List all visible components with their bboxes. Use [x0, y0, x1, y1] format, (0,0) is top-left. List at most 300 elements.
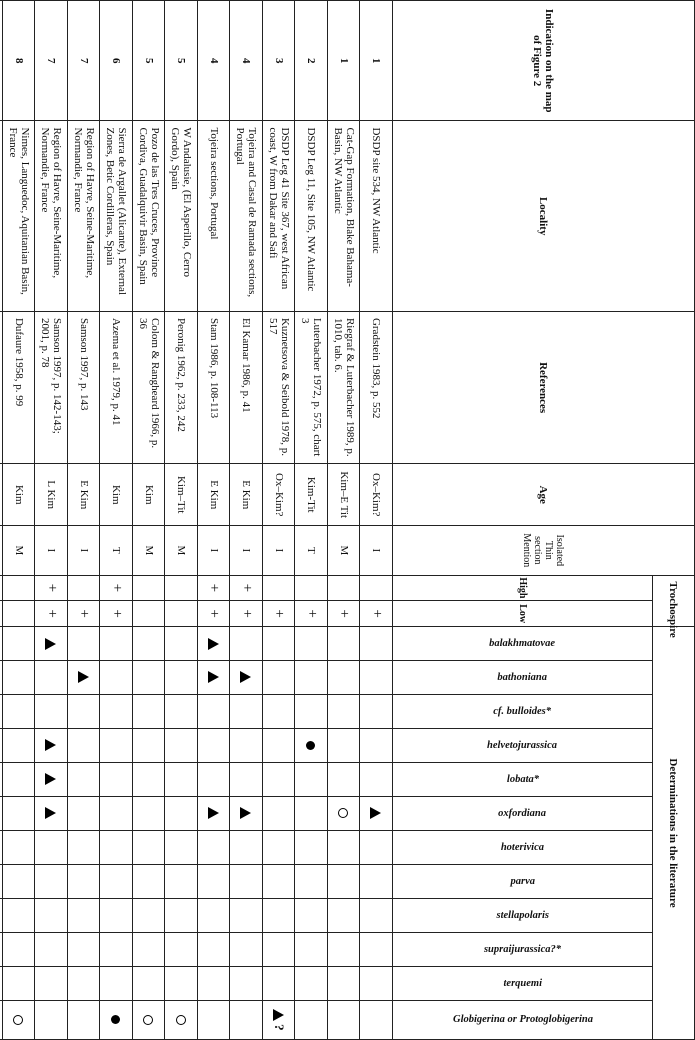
- cell-high: [3, 575, 36, 601]
- cell-low: +: [198, 601, 231, 627]
- cell-mark: [328, 728, 361, 762]
- cell-ref: Stam 1986, p. 108-113: [198, 311, 231, 463]
- cell-mark: [165, 830, 198, 864]
- cell-map: 7: [68, 1, 101, 121]
- filled-triangle-icon: [45, 739, 56, 751]
- cell-high: +: [198, 575, 231, 601]
- table-row: [68, 1, 101, 1040]
- species-label: supraijurassica?*: [483, 943, 562, 955]
- cell-mark: [295, 694, 328, 728]
- cell-mark: [68, 898, 101, 932]
- header-locality: Locality: [393, 121, 695, 311]
- cell-mark: [198, 796, 231, 830]
- cell-mark: [198, 898, 231, 932]
- cell-mark: [165, 661, 198, 695]
- cell-mark: [3, 864, 36, 898]
- cell-mark: [100, 627, 133, 661]
- cell-mark: [230, 796, 263, 830]
- species-label: hoterivica: [500, 841, 545, 853]
- cell-mark: [295, 864, 328, 898]
- header-age: Age: [393, 464, 695, 526]
- cell-mark: [360, 694, 393, 728]
- cell-mark: [360, 627, 393, 661]
- header-low: Low: [393, 601, 653, 627]
- cell-mark: [3, 932, 36, 966]
- species-label: Globigerina or Protoglobigerina: [452, 1014, 593, 1026]
- table-row: [295, 1, 328, 1040]
- filled-triangle-icon: [45, 807, 56, 819]
- cell-mark: [165, 864, 198, 898]
- table-row: [35, 1, 68, 1040]
- cell-mark: [360, 864, 393, 898]
- cell-mark: [263, 898, 296, 932]
- header-species: [393, 694, 653, 728]
- species-label: balakhmatovae: [489, 638, 556, 650]
- cell-mark: [230, 830, 263, 864]
- cell-mark: [3, 627, 36, 661]
- cell-map: 6: [100, 1, 133, 121]
- cell-mark: [0, 762, 3, 796]
- cell-low: +: [230, 601, 263, 627]
- cell-mark: [198, 694, 231, 728]
- header-map: Indication on the map of Figure 2: [393, 1, 695, 121]
- table-row: [165, 1, 198, 1040]
- cell-age: L Kim: [35, 464, 68, 526]
- cell-mention: I: [35, 526, 68, 575]
- triangle-question-icon: ?: [271, 1009, 287, 1031]
- cell-mark: [230, 694, 263, 728]
- cell-mark: [100, 661, 133, 695]
- cell-ref: Colom & Rangheard 1966, p. 36: [133, 311, 166, 463]
- cell-map: 2: [295, 1, 328, 121]
- cell-mark: [35, 796, 68, 830]
- cell-mark: [0, 966, 3, 1000]
- cell-mark: [35, 694, 68, 728]
- cell-mark: [263, 932, 296, 966]
- header-references: References: [393, 311, 695, 463]
- cell-mark: [133, 728, 166, 762]
- cell-mention: M: [165, 526, 198, 575]
- cell-high: [263, 575, 296, 601]
- cell-locality: [0, 121, 3, 311]
- cell-ref: Riegraf & Luterbacher 1989, p. 1010, tab. 6.: [328, 311, 361, 463]
- cell-mark: [328, 898, 361, 932]
- filled-triangle-icon: [78, 671, 89, 683]
- table-row: [263, 1, 296, 1040]
- cell-mark: [165, 796, 198, 830]
- cell-mark: [295, 627, 328, 661]
- filled-triangle-icon: [240, 671, 251, 683]
- cell-mark: [68, 661, 101, 695]
- cell-mark: [100, 762, 133, 796]
- cell-low: [165, 601, 198, 627]
- cell-mark: [360, 830, 393, 864]
- cell-mention: M: [133, 526, 166, 575]
- cell-ref: Peronig 1962, p. 233, 242: [165, 311, 198, 463]
- cell-locality: Region of Havre, Seine-Maritime, Normandie, France: [35, 121, 68, 311]
- cell-mention: T: [295, 526, 328, 575]
- cell-mark: [3, 966, 36, 1000]
- table-row: [0, 1, 3, 1040]
- cell-mark: [328, 966, 361, 1000]
- cell-mark: [3, 796, 36, 830]
- cell-mark: [295, 796, 328, 830]
- cell-mark: [133, 661, 166, 695]
- cell-mark: [133, 966, 166, 1000]
- filled-triangle-icon: [370, 807, 381, 819]
- cell-low: +: [328, 601, 361, 627]
- cell-mark: [100, 694, 133, 728]
- cell-mark: [295, 966, 328, 1000]
- cell-mark: [68, 864, 101, 898]
- cell-mark: [328, 1000, 361, 1039]
- filled-triangle-icon: [240, 807, 251, 819]
- cell-mark: [68, 694, 101, 728]
- cell-age: E Kim: [198, 464, 231, 526]
- cell-high: [165, 575, 198, 601]
- cell-mark: [133, 1000, 166, 1039]
- cell-high: +: [230, 575, 263, 601]
- table-row: [100, 1, 133, 1040]
- cell-mark: [3, 728, 36, 762]
- cell-locality: Region of Havre, Seine-Maritime, Normandie, France: [68, 121, 101, 311]
- cell-mark: [0, 898, 3, 932]
- cell-mark: [328, 627, 361, 661]
- cell-map: 5: [133, 1, 166, 121]
- cell-mark: [100, 830, 133, 864]
- cell-ref: Dufaure 1958, p. 99: [3, 311, 36, 463]
- cell-mark: [328, 932, 361, 966]
- table-row: [328, 1, 361, 1040]
- cell-ref: Luterbacher 1972, p. 575, chart 3: [295, 311, 328, 463]
- cell-mark: [3, 694, 36, 728]
- cell-map: 3: [263, 1, 296, 121]
- cell-mark: [165, 694, 198, 728]
- cell-mark: [35, 932, 68, 966]
- cell-mark: [328, 694, 361, 728]
- cell-mark: [360, 898, 393, 932]
- filled-triangle-icon: [45, 638, 56, 650]
- cell-mark: [3, 898, 36, 932]
- cell-high: [68, 575, 101, 601]
- cell-mark: [0, 932, 3, 966]
- cell-mark: [35, 728, 68, 762]
- cell-mark: [35, 966, 68, 1000]
- header-species: [393, 830, 653, 864]
- cell-locality: W Andalusie, (El Asperillo, Cerro Gordo), Spain: [165, 121, 198, 311]
- species-label: parva: [510, 875, 535, 887]
- cell-mention: [0, 526, 3, 575]
- cell-mark: [295, 728, 328, 762]
- cell-mark: [35, 864, 68, 898]
- cell-high: [328, 575, 361, 601]
- header-trochospire: Trochospire: [653, 575, 695, 626]
- cell-mark: [133, 830, 166, 864]
- table-row: [3, 1, 36, 1040]
- header-species: [393, 932, 653, 966]
- cell-mark: [198, 627, 231, 661]
- cell-ref: El Kamar 1986, p. 41: [230, 311, 263, 463]
- cell-mention: I: [360, 526, 393, 575]
- header-species: [393, 661, 653, 695]
- table-row: [133, 1, 166, 1040]
- header-species: [393, 796, 653, 830]
- filled-triangle-icon: [208, 807, 219, 819]
- cell-mark: [230, 762, 263, 796]
- cell-low: +: [263, 601, 296, 627]
- cell-mark: [0, 661, 3, 695]
- cell-mark: [68, 1000, 101, 1039]
- cell-locality: Tojeira and Casal de Ramada sections, Portugal: [230, 121, 263, 311]
- species-label: bathoniana: [497, 671, 548, 683]
- cell-low: [133, 601, 166, 627]
- cell-ref: [0, 311, 3, 463]
- header-species: [393, 728, 653, 762]
- cell-mark: [360, 932, 393, 966]
- cell-mark: [198, 966, 231, 1000]
- cell-mark: [295, 661, 328, 695]
- cell-mark: [100, 932, 133, 966]
- species-label: helvetojurassica: [487, 739, 558, 751]
- header-species: [393, 864, 653, 898]
- table-row: [198, 1, 231, 1040]
- cell-mark: [100, 898, 133, 932]
- cell-mark: [100, 1000, 133, 1039]
- cell-locality: Tojeira sections, Portugal: [198, 121, 231, 311]
- table-row: [360, 1, 393, 1040]
- cell-mark: [133, 762, 166, 796]
- filled-circle-icon: [111, 1015, 120, 1024]
- cell-mark: [100, 966, 133, 1000]
- cell-age: [0, 464, 3, 526]
- open-circle-icon: [143, 1015, 153, 1025]
- cell-mark: [100, 728, 133, 762]
- cell-mark: [360, 1000, 393, 1039]
- cell-mention: I: [198, 526, 231, 575]
- cell-ref: Gradstein 1983, p. 552: [360, 311, 393, 463]
- header-determinations: Determinations in the literature: [653, 627, 695, 1040]
- cell-age: E Kim: [230, 464, 263, 526]
- cell-mark: [35, 762, 68, 796]
- cell-mark: [263, 694, 296, 728]
- cell-age: Kim-Tit: [295, 464, 328, 526]
- cell-mark: [0, 627, 3, 661]
- cell-high: [0, 575, 3, 601]
- cell-mark: [230, 966, 263, 1000]
- cell-mention: M: [3, 526, 36, 575]
- cell-mark: [198, 728, 231, 762]
- cell-mark: [68, 830, 101, 864]
- filled-circle-icon: [306, 741, 315, 750]
- cell-locality: DSDP site 534, NW Atlantic: [360, 121, 393, 311]
- cell-mark: [68, 932, 101, 966]
- filled-triangle-icon: [45, 773, 56, 785]
- cell-locality: Nimes, Languedoc, Aquitanian Basin, France: [3, 121, 36, 311]
- cell-mark: [68, 728, 101, 762]
- cell-mark: [230, 661, 263, 695]
- cell-map: 5: [165, 1, 198, 121]
- cell-age: Kim–E Tit: [328, 464, 361, 526]
- cell-mark: [165, 627, 198, 661]
- cell-ref: Kuznetsova & Seibold 1978, p. 517: [263, 311, 296, 463]
- cell-mark: [133, 898, 166, 932]
- cell-mark: [328, 661, 361, 695]
- cell-ref: Samson 1997, p. 143: [68, 311, 101, 463]
- filled-triangle-icon: [208, 671, 219, 683]
- species-label: cf. bulloides*: [493, 705, 552, 717]
- cell-mark: [35, 661, 68, 695]
- cell-low: +: [35, 601, 68, 627]
- cell-age: Kim: [3, 464, 36, 526]
- cell-high: [295, 575, 328, 601]
- cell-age: Kim: [133, 464, 166, 526]
- cell-mark: [328, 796, 361, 830]
- cell-mark: [0, 1000, 3, 1039]
- cell-low: +: [68, 601, 101, 627]
- cell-mark: [68, 627, 101, 661]
- cell-low: [3, 601, 36, 627]
- cell-map: 1: [360, 1, 393, 121]
- cell-mark: [198, 830, 231, 864]
- cell-mark: [230, 898, 263, 932]
- cell-mark: [165, 762, 198, 796]
- table-row: [230, 1, 263, 1040]
- cell-locality: DSDP Leg 41 Site 367, west African coast, W from Dakar and Safi: [263, 121, 296, 311]
- cell-mention: I: [68, 526, 101, 575]
- cell-mark: [360, 796, 393, 830]
- cell-mark: [133, 796, 166, 830]
- cell-mention: M: [328, 526, 361, 575]
- cell-mark: [198, 661, 231, 695]
- cell-mark: [230, 932, 263, 966]
- cell-mark: [35, 830, 68, 864]
- cell-low: +: [360, 601, 393, 627]
- cell-age: Ox–Kim?: [360, 464, 393, 526]
- cell-age: Ox–Kim?: [263, 464, 296, 526]
- cell-mark: [165, 966, 198, 1000]
- header-species: [393, 762, 653, 796]
- cell-mark: [3, 661, 36, 695]
- cell-mark: [295, 898, 328, 932]
- cell-mark: [263, 864, 296, 898]
- cell-mark: [263, 796, 296, 830]
- cell-age: Kim: [100, 464, 133, 526]
- cell-ref: Samson 1997, p. 142-143; 2001, p. 78: [35, 311, 68, 463]
- cell-mark: [328, 864, 361, 898]
- species-label: oxfordiana: [498, 807, 547, 819]
- cell-locality: Cat-Gap Formation, Blake Bahama-Basin, NW Atlantic: [328, 121, 361, 311]
- cell-mark: [360, 661, 393, 695]
- cell-mark: [3, 1000, 36, 1039]
- species-label: lobata*: [506, 773, 539, 785]
- cell-age: Kim–Tit: [165, 464, 198, 526]
- cell-map: 1: [328, 1, 361, 121]
- cell-ref: Azema et al. 1979, p. 41: [100, 311, 133, 463]
- cell-mark: [263, 728, 296, 762]
- cell-mark: [198, 932, 231, 966]
- cell-mark: [133, 627, 166, 661]
- cell-age: E Kim: [68, 464, 101, 526]
- cell-mark: [230, 728, 263, 762]
- cell-map: 8: [3, 1, 36, 121]
- species-label: stellapolaris: [496, 909, 549, 921]
- cell-low: [0, 601, 3, 627]
- cell-mark: [133, 694, 166, 728]
- cell-mark: [198, 864, 231, 898]
- species-label: terquemi: [503, 977, 542, 989]
- cell-high: +: [35, 575, 68, 601]
- open-circle-icon: [176, 1015, 186, 1025]
- cell-mark: [295, 762, 328, 796]
- cell-mark: [35, 898, 68, 932]
- cell-mark: [100, 796, 133, 830]
- cell-mark: [360, 966, 393, 1000]
- cell-mark: [230, 1000, 263, 1039]
- cell-high: [133, 575, 166, 601]
- cell-mark: [198, 762, 231, 796]
- header-species: [393, 898, 653, 932]
- cell-mark: [295, 830, 328, 864]
- cell-mention: I: [230, 526, 263, 575]
- header-species: [393, 1000, 653, 1039]
- open-circle-icon: [13, 1015, 23, 1025]
- cell-high: +: [100, 575, 133, 601]
- cell-mark: [100, 864, 133, 898]
- cell-mark: [295, 1000, 328, 1039]
- cell-locality: Sierra de Argallet (Alicante), External Zones, Betic Cordilleras, Spain: [100, 121, 133, 311]
- cell-mark: [165, 898, 198, 932]
- cell-locality: Pozo de las Tres Cruces, Province Cordiva, Guadalquivir Basin, Spain: [133, 121, 166, 311]
- cell-map: 4: [230, 1, 263, 121]
- cell-mark: [3, 830, 36, 864]
- cell-mark: [0, 864, 3, 898]
- cell-mark: [263, 661, 296, 695]
- cell-mark: [263, 627, 296, 661]
- cell-mark: [230, 864, 263, 898]
- cell-mark: [165, 1000, 198, 1039]
- header-mention: Isolated Thin section Mention: [393, 526, 695, 575]
- cell-mark: [0, 728, 3, 762]
- cell-mark: [295, 932, 328, 966]
- cell-mark: [133, 932, 166, 966]
- cell-mark: [360, 728, 393, 762]
- cell-mark: [0, 830, 3, 864]
- cell-mention: T: [100, 526, 133, 575]
- cell-mark: [68, 966, 101, 1000]
- cell-mark: [328, 762, 361, 796]
- cell-mark: [263, 830, 296, 864]
- cell-map: 4: [198, 1, 231, 121]
- cell-mark: [165, 932, 198, 966]
- cell-mark: [133, 864, 166, 898]
- cell-mark: [263, 966, 296, 1000]
- open-circle-icon: [338, 808, 348, 818]
- cell-mark: [198, 1000, 231, 1039]
- cell-mark: [35, 627, 68, 661]
- cell-mark: [3, 762, 36, 796]
- cell-mark: [0, 694, 3, 728]
- cell-high: [360, 575, 393, 601]
- cell-mark: [230, 627, 263, 661]
- header-high: High: [393, 575, 653, 601]
- cell-mark: [68, 762, 101, 796]
- cell-mark: [165, 728, 198, 762]
- cell-low: +: [295, 601, 328, 627]
- cell-locality: DSDP Leg 11, Site 105, NW Atlantic: [295, 121, 328, 311]
- cell-mark: [328, 830, 361, 864]
- cell-mark: [360, 762, 393, 796]
- cell-mark: [35, 1000, 68, 1039]
